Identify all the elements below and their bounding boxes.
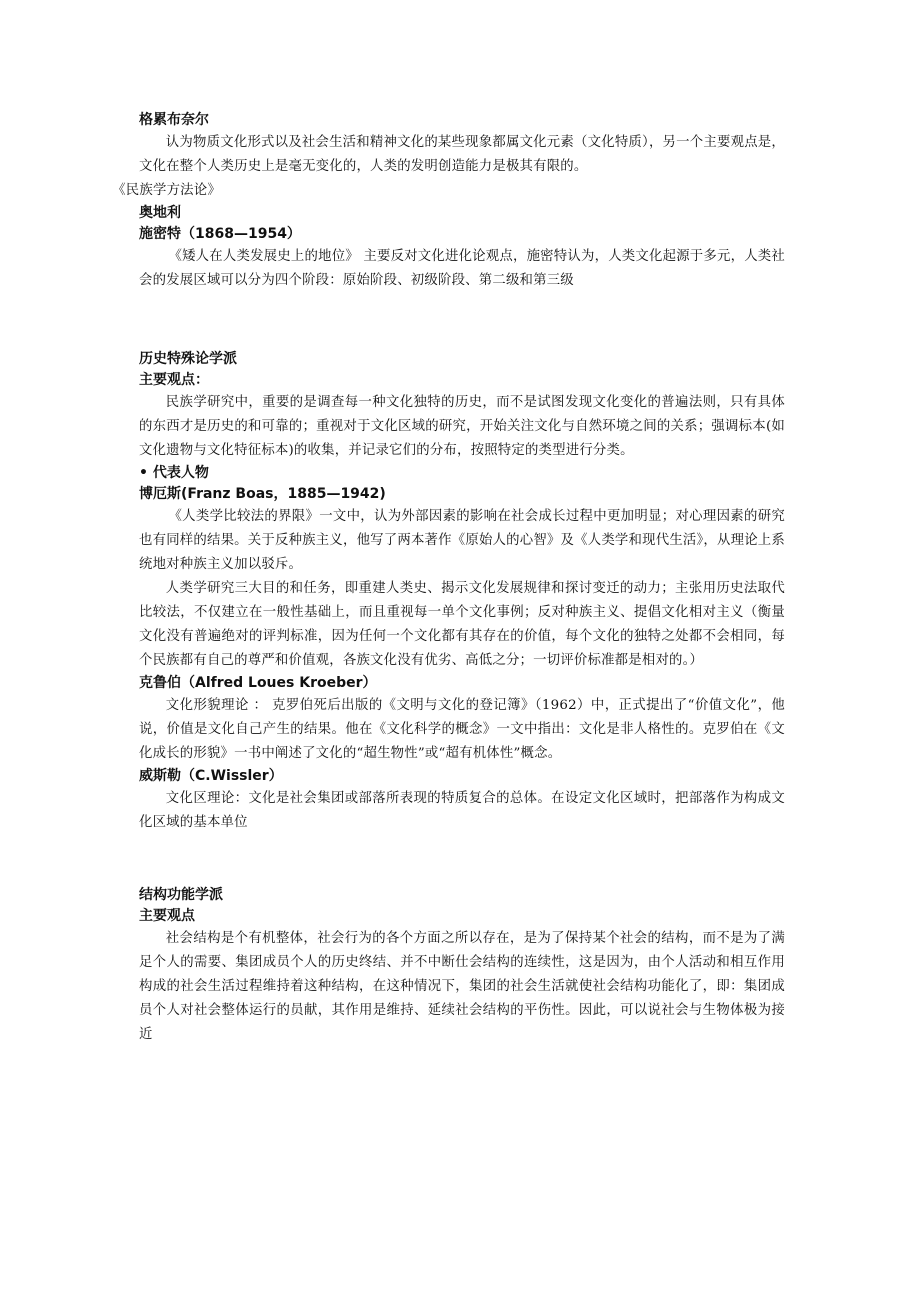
paragraph-structural-functionalism: 社会结构是个有机整体，社会行为的各个方面之所以存在，是为了保持某个社会的结构，而不是为了满足个人的需要、集团成员个人的历史终结、并不中断仕会结构的连续性，这是因为，由个人活动和相互作用构成的社会生活过程维持着这种结构，在这种情况下，集团的社会生活就使社会结构功能化了，即：集团成员个人对社会整体运行的员献，其作用是维持、延续社会结构的平伤性。因此，可以说社会与生物体极为接近 [139,931,785,1042]
paragraph-main-views: 民族学研究中，重要的是调查每一种文化独特的历史，而不是试图发现文化变化的普遍法则，只有具体的东西才是历史的和可靠的；重视对于文化区域的研究，开始关注文化与自然环境之间的关系；强调标本(如文化遗物与文化特征标本)的收集，并记录它们的分布，按照特定的类型进行分类。 [139,395,785,458]
section-title-structural-functionalism: 结构功能学派 [139,887,223,903]
subheading-representatives: • 代表人物 [139,463,785,484]
person-heading-wissler: 威斯勒（C.Wissler） [139,768,283,784]
person-heading-boas: 博厄斯(Franz Boas，1885—1942) [139,486,386,502]
document-page [112,110,785,1047]
paragraph-graebner-text: 认为物质文化形式以及社会生活和精神文化的某些现象都属文化元素（文化特质），另一个主要观点是，文化在整个人类历史上是毫无变化的，人类的发明创造能力是极其有限的。 [139,135,785,174]
person-heading-schmidt: 施密特（1868—1954） [139,226,301,242]
person-heading-kroeber: 克鲁伯（Alfred Loues Kroeber） [139,675,377,691]
subheading-main-views-2: 主要观点 [139,908,195,924]
section-title-historical-particularism: 历史特殊论学派 [139,351,237,367]
paragraph-kroeber: 文化形貌理论 ： 克罗伯死后出版的《文明与文化的登记簿》（1962）中，正式提出了“价值文化”，他说，价值是文化自己产生的结果。他在《文化科学的概念》一文中指出：文化是非人格性的。克罗伯在《文化成长的形貌》一书中阐述了文化的“超生物性”或“超有机体性”概念。 [139,698,785,761]
section-title-graebner: 格累布奈尔 [139,112,209,128]
paragraph-graebner [112,131,785,203]
paragraph-schmidt: 《矮人在人类发展史上的地位》 主要反对文化进化论观点，施密特认为，人类文化起源于多元，人类社会的发展区域可以分为四个阶段：原始阶段、初级阶段、第二级和第三级 [139,249,785,288]
paragraph-boas-1: 《人类学比较法的界限》一文中，认为外部因素的影响在社会成长过程中更加明显；对心理因素的研究也有同样的结果。关于反种族主义，他写了两本著作《原始人的心智》及《人类学和现代生活》，从理论上系统地对种族主义加以驳斥。 [139,509,785,572]
country-heading: 奥地利 [139,205,181,221]
subheading-main-views: 主要观点： [139,372,209,388]
paragraph-boas-2: 人类学研究三大目的和任务，即重建人类史、揭示文化发展规律和探讨变迁的动力；主张用历史法取代比较法，不仅建立在一般性基础上，而且重视每一单个文化事例；反对种族主义、提倡文化相对主义（衡量文化没有普遍绝对的评判标准，因为任何一个文化都有其存在的价值，每个文化的独特之处都不会相同，每个民族都有自己的尊严和价值观，各族文化没有优劣、高低之分；一切评价标准都是相对的。） [139,581,785,668]
book-title: 《民族学方法论》 [112,183,221,198]
paragraph-wissler: 文化区理论：文化是社会集团或部落所表现的特质复合的总体。在设定文化区域时，把部落作为构成文化区域的基本单位 [139,791,785,830]
